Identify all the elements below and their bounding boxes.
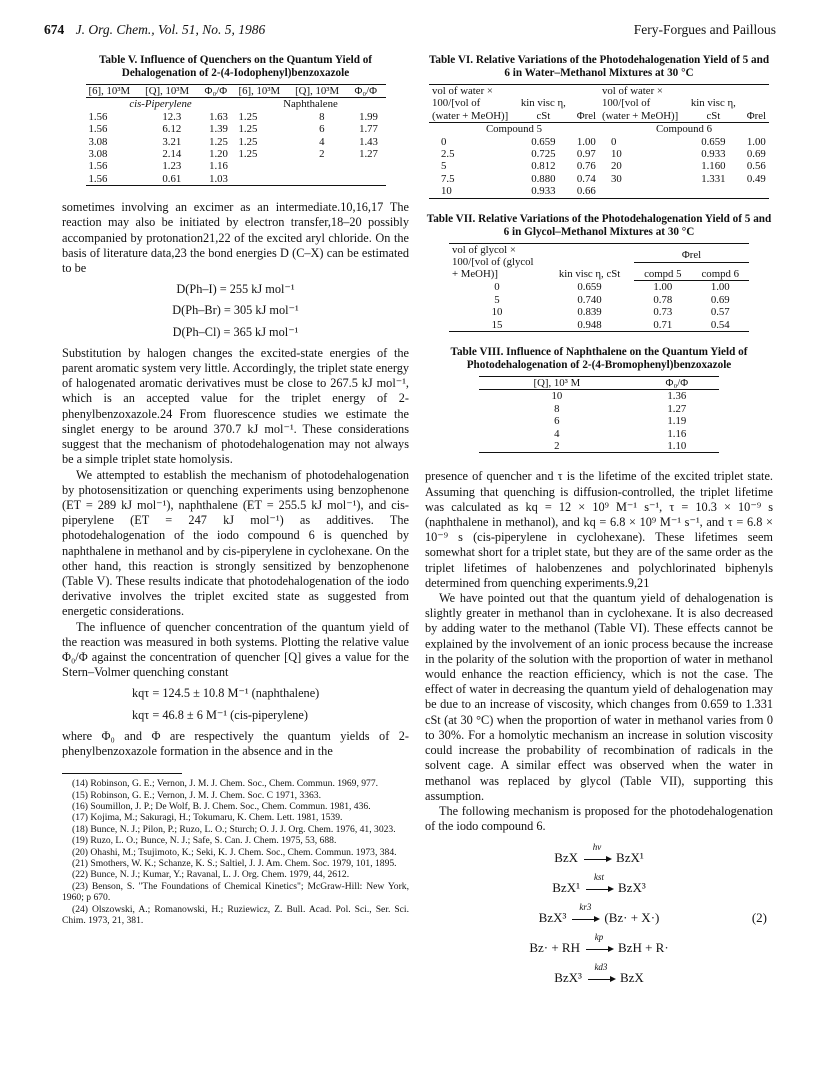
right-column (425, 54, 773, 1000)
table-cell: 0 (441, 135, 447, 148)
table-cell: 1.10 (667, 440, 687, 453)
table-cell: 6 (554, 415, 560, 428)
reference-item: (23) Benson, S. "The Foundations of Chemical Kinetics"; McGraw-Hill: New York, 1960; p 670. (62, 880, 409, 904)
table-cell (352, 173, 386, 186)
table6-group-label: Compound 6 (655, 123, 713, 136)
table7-row (449, 306, 749, 318)
table-cell (235, 173, 292, 186)
table-cell: 1.56 (88, 172, 108, 185)
table-cell: 3.08 (88, 135, 108, 148)
table-cell: 5 (494, 293, 500, 306)
running-header (44, 22, 776, 42)
table-cell: 1.25 (238, 135, 258, 148)
table-cell: 0.61 (162, 172, 182, 185)
table8-header: Φ₀/Φ (635, 377, 719, 390)
table-cell: 1.16 (667, 427, 687, 440)
arrow-icon (586, 889, 612, 890)
reference-list (62, 778, 409, 926)
table7-header: vol of glycol × 100/[vol of (glycol + MeOH)] (452, 243, 534, 281)
table-cell: 1.25 (238, 148, 258, 161)
table-cell: 8 (319, 110, 325, 123)
table5-row (86, 160, 386, 172)
table-cell: 2 (554, 440, 560, 453)
reference-item: (20) Ohashi, M.; Tsujimoto, K.; Seki, K. J. Chem. Soc., Chem. Commun. 1973, 384. (72, 846, 397, 858)
table6-header: vol of water × 100/[vol of (water + MeOH)] (429, 85, 513, 123)
table8-row (479, 428, 719, 440)
journal-citation: J. Org. Chem., Vol. 51, No. 5, 1986 (75, 22, 266, 37)
table-cell: 3.21 (162, 135, 182, 148)
table-cell (744, 185, 769, 198)
table-cell: 1.63 (209, 110, 228, 123)
table-cell: 1.25 (238, 110, 258, 123)
table8-caption: Table VIII. Influence of Naphthalene on the Quantum Yield of Photodehalogenation of 2-(4-Bromophenyl)benzoxazole (450, 346, 748, 371)
reference-item: (14) Robinson, G. E.; Vernon, J. M. J. Chem. Soc., Chem. Commun. 1969, 977. (72, 778, 379, 790)
table7-header: kin visc η, cSt (558, 268, 621, 281)
table-cell: 0.933 (701, 148, 726, 161)
table6-body (429, 136, 769, 199)
table-cell: 30 (611, 172, 622, 185)
arrow-icon (586, 949, 612, 950)
table-cell: 0.49 (746, 172, 766, 185)
table-cell: 6.12 (162, 123, 182, 136)
table6 (429, 84, 769, 199)
table-cell (683, 185, 744, 198)
table6-row (429, 185, 769, 198)
table-cell: 1.331 (701, 172, 726, 185)
table5-caption: Table V. Influence of Quenchers on the Quantum Yield of Dehalogenation of 2-(4-Iodophenyl)benzoxazole (98, 54, 373, 79)
table-cell: 0.725 (531, 148, 556, 161)
equation: D(Ph–I) = 255 kJ mol⁻¹ (176, 282, 295, 297)
table-cell: 0.76 (576, 160, 596, 173)
table5-row (86, 111, 386, 123)
table-cell: 0.66 (576, 185, 596, 198)
table6-caption: Table VI. Relative Variations of the Photodehalogenation Yield of 5 and 6 in Water–Methanol Mixtures at 30 °C (428, 54, 770, 79)
paragraph: We have pointed out that the quantum yield of dehalogenation is slightly greater in methanol than in cyclohexane. It is also decreased by adding water to the methanol (Table VI). These effects cannot be explained by the involvement of an ionic process because the increase in the polarity of the solution with the proportion of water in methanol would enhance the reaction efficiency, which is not the case. The effect of water in decreasing the quantum yield of dehalogenation may be due to an increase of viscosity, which changes from 0.659 to 1.331 cSt (at 30 °C) when the proportion of water in methanol varies from 0 to 30%. For a homolytic mechanism an increase in solution viscosity could increase the probability of recombination of radicals in the solvent cage. A similar effect was observed when the water in methanol was replaced by glycol (Table VII), supporting this assumption. (425, 591, 773, 803)
table-cell: 0.69 (710, 293, 730, 306)
table5-group-label: Naphthalene (283, 98, 338, 111)
table-cell: 0.74 (576, 172, 596, 185)
table8-row (479, 390, 719, 403)
table5-row (86, 136, 386, 148)
table6-header: kin visc η, cSt (683, 85, 744, 123)
table6-header: Φrel (744, 85, 769, 123)
table7 (449, 243, 749, 332)
table-cell: 0.659 (531, 135, 556, 148)
table5-body (86, 111, 386, 186)
table5-group-label: cis-Piperylene (129, 98, 192, 111)
table8-body (479, 390, 719, 453)
table-cell: 1.00 (653, 281, 673, 294)
table7-body (449, 281, 749, 332)
table5-header: Φ₀/Φ (352, 85, 386, 98)
page-number: 674 (44, 22, 65, 37)
table-cell: 0 (494, 281, 500, 294)
table-cell: 1.03 (209, 172, 228, 185)
table7-row (449, 281, 749, 294)
table6-row (429, 136, 769, 148)
left-column (62, 54, 409, 926)
table6-row (429, 160, 769, 172)
table6-row (429, 148, 769, 160)
reference-item: (24) Olszowski, A.; Romanowski, H.; Ruziewicz, Z. Bull. Acad. Pol. Sci., Ser. Sci. Chim. 1973, 21, 381. (62, 903, 409, 927)
table7-header: compd 6 (692, 262, 749, 281)
arrow-icon (588, 979, 614, 980)
table8-row (479, 415, 719, 427)
table-cell: 1.00 (746, 135, 766, 148)
table-cell: 1.20 (209, 148, 228, 161)
table7-row (449, 319, 749, 332)
table-cell (235, 160, 292, 172)
table-cell: 0.948 (577, 318, 602, 331)
table6-header: kin visc η, cSt (513, 85, 574, 123)
table-cell: 1.25 (209, 135, 228, 148)
table-cell: 2.14 (162, 148, 182, 161)
table8 (479, 376, 719, 453)
table7-caption: Table VII. Relative Variations of the Photodehalogenation Yield of 5 and 6 in Glycol–Methanol Mixtures at 30 °C (426, 212, 772, 238)
paragraph: sometimes involving an excimer as an intermediate.10,16,17 The reaction may also be initiated by electron transfer,18–20 possibly accompanied by protonation21,22 of the excited aryl chloride. On the basis of literature data,23 the bond energies D (C–X) can be estimated to be (62, 200, 409, 276)
paragraph: The following mechanism is proposed for the photodehalogenation of the iodo compound 6. (425, 803, 773, 834)
reference-item: (16) Soumillon, J. P.; De Wolf, B. J. Chem. Soc., Chem. Commun. 1981, 436. (72, 800, 371, 812)
table5-header: Φ₀/Φ (202, 85, 236, 98)
table-cell: 1.19 (667, 415, 687, 428)
paragraph: The influence of quencher concentration of the quantum yield of the reaction was measured in both systems. Plotting the relative value Φ₀/Φ against the concentration of quencher [Q] gives a value for the Stern–Volmer quenching constant (62, 619, 409, 680)
table-cell: 1.27 (667, 402, 687, 415)
equation-number: (2) (751, 910, 767, 926)
arrow-icon (572, 919, 598, 920)
reference-item: (22) Bunce, N. J.; Kumar, Y.; Ravanal, L. J. Org. Chem. 1979, 44, 2612. (72, 869, 350, 881)
table5-header: [6], 10³M (235, 85, 292, 98)
table-cell: 7.5 (441, 172, 455, 185)
table-cell: 10 (611, 148, 622, 161)
reference-item: (21) Smothers, W. K.; Schanze, K. S.; Saltiel, J. J. Am. Chem. Soc. 1979, 101, 1895. (72, 858, 397, 869)
table-cell: 2 (319, 148, 325, 161)
arrow-icon (584, 859, 610, 860)
table-cell: 20 (611, 160, 622, 173)
table-cell: 0.933 (531, 185, 556, 198)
table-cell: 1.23 (162, 160, 182, 173)
table-cell: 1.27 (359, 148, 378, 161)
table-cell: 0.54 (710, 318, 730, 331)
table-cell (599, 185, 683, 198)
reaction-scheme (425, 840, 773, 1000)
table-cell: 1.99 (359, 110, 378, 123)
table-cell: 1.56 (88, 123, 108, 136)
table-cell: 1.00 (576, 135, 596, 148)
table-cell: 0.659 (701, 135, 726, 148)
table6-header: Φrel (574, 85, 599, 123)
table8-row (479, 403, 719, 415)
table-cell: 2.5 (441, 148, 455, 161)
table-cell: 12.3 (162, 110, 182, 123)
table-cell: 1.160 (701, 160, 726, 173)
scheme-step: Bz· + RH kp BzH + R· (529, 932, 669, 956)
table5-header: [Q], 10³M (292, 85, 351, 98)
table-cell: 1.77 (359, 123, 378, 136)
paragraph: presence of quencher and τ is the lifetime of the excited triplet state. Assuming that quenching is diffusion-controlled, the triplet lifetime was calculated as kq = 12 × 10⁹ M⁻¹ s⁻¹, τ = 10.3 × 10⁻⁹ s (naphthalene in methanol), and kq = 6.8 × 10⁹ M⁻¹ s⁻¹, and τ = 6.8 × 10⁻⁹ s (cis-piperylene in cyclohexane). These lifetimes seem somewhat short for a triplet state, but they are of the same order as the triplet lifetimes of halobenzenes and polychlorinated biphenyls determined from quenching experiments.9,21 (425, 469, 773, 590)
table-cell: 0.659 (577, 281, 602, 294)
equation: kqτ = 46.8 ± 6 M⁻¹ (cis-piperylene) (132, 707, 308, 722)
table-cell: 0.56 (746, 160, 766, 173)
table-cell: 8 (554, 402, 560, 415)
table-cell: 1.36 (667, 390, 687, 403)
table-cell: 1.39 (209, 123, 228, 136)
scheme-step: BzX hν BzX¹ (554, 842, 644, 866)
reference-item: (18) Bunce, N. J.; Pilon, P.; Ruzo, L. O.; Sturch; O. J. J. Org. Chem. 1976, 41, 3023. (72, 823, 396, 835)
table6-row (429, 173, 769, 185)
table7-header: Φrel (634, 243, 749, 262)
scheme-step: BzX³ kr3 (Bz· + X·) (2) (538, 902, 767, 926)
table-cell: 0.880 (531, 172, 556, 185)
equation: D(Ph–Br) = 305 kJ mol⁻¹ (172, 303, 299, 318)
table5-header: [6], 10³M (86, 85, 143, 98)
table-cell (352, 160, 386, 172)
table6-header: vol of water × 100/[vol of (water + MeOH)] (599, 85, 683, 123)
table5-row (86, 173, 386, 186)
table-cell: 1.56 (88, 160, 108, 173)
table6-group-label: Compound 5 (485, 123, 543, 136)
table5-row (86, 123, 386, 135)
table-cell: 0 (611, 135, 617, 148)
table5 (86, 84, 386, 186)
table-cell: 15 (491, 318, 503, 331)
table7-row (449, 294, 749, 306)
table-cell: 1.16 (209, 160, 228, 173)
table8-row (479, 440, 719, 453)
table-cell: 10 (441, 185, 452, 198)
table5-row (86, 148, 386, 160)
table-cell: 6 (319, 123, 325, 136)
equation: kqτ = 124.5 ± 10.8 M⁻¹ (naphthalene) (132, 686, 320, 701)
table-cell: 0.97 (576, 148, 596, 161)
paragraph: We attempted to establish the mechanism of photodehalogenation by photosensitization or quenching experiments using benzophenone (ET = 289 kJ mol⁻¹), naphthalene (ET = 255.5 kJ mol⁻¹), and cis-piperylene (ET = 247 kJ mol⁻¹) as additives. The photodehalogenation of the iodo compound 6 is quenched by naphthalene in methanol and by cis-piperylene in cyclohexane. On the other hand, this reaction is strongly sensitized by benzophenone (Table V). These results indicate that photodehalogenation of the iodo derivative involves the triplet excited state as suggested from energetic considerations. (62, 467, 409, 619)
table8-header: [Q], 10³ M (479, 377, 635, 390)
paragraph: Substitution by halogen changes the excited-state energies of the parent aromatic system very little. Accordingly, the triplet state energy of halogenated aromatic derivatives must be close to 267.5 kJ mol⁻¹, which is an accepted value for the triplet energy of 2-phenylbenzoxazole.24 From fluorescence studies we estimate the singlet energy to be around 370.7 kJ mol⁻¹. These considerations suggest that the mechanism of photodehalogenation may not always be a simple triplet state homolysis. (62, 345, 409, 467)
table-cell: 3.08 (88, 148, 108, 161)
table-cell: 0.78 (653, 293, 673, 306)
scheme-step: BzX¹ kst BzX³ (552, 872, 646, 896)
table-cell: 0.73 (653, 306, 673, 319)
table-cell (292, 160, 351, 172)
table-cell: 1.43 (359, 135, 378, 148)
table-cell: 0.71 (653, 318, 673, 331)
running-authors: Fery-Forgues and Paillous (633, 22, 776, 37)
table5-header: [Q], 10³M (142, 85, 201, 98)
table-cell: 0.812 (531, 160, 556, 173)
table-cell: 0.57 (710, 306, 730, 319)
paragraph: where Φ₀ and Φ are respectively the quantum yields of 2-phenylbenzoxazole formation in the absence and in the (62, 728, 409, 758)
equation: D(Ph–Cl) = 365 kJ mol⁻¹ (172, 324, 299, 339)
table7-header: compd 5 (634, 262, 691, 281)
table-cell: 1.25 (238, 123, 258, 136)
reference-item: (19) Ruzo, L. O.; Bunce, N. J.; Safe, S. Can. J. Chem. 1975, 53, 688. (72, 835, 337, 847)
table-cell: 1.00 (710, 281, 730, 294)
table-cell: 1.56 (88, 110, 108, 123)
table-cell: 0.839 (577, 306, 602, 319)
reference-item: (15) Robinson, G. E.; Vernon, J. M. J. Chem. Soc. C 1971, 3363. (72, 789, 321, 801)
table-cell: 4 (319, 135, 325, 148)
table-cell: 4 (554, 427, 560, 440)
reference-item: (17) Kojima, M.; Sakuragi, H.; Tokumaru, K. Chem. Lett. 1981, 1539. (72, 812, 343, 824)
table-cell: 5 (441, 160, 447, 173)
table-cell: 10 (551, 390, 563, 403)
table-cell: 0.740 (577, 293, 602, 306)
table-cell (292, 173, 351, 186)
table-cell: 0.69 (746, 148, 766, 161)
scheme-step: BzX³ kd3 BzX (554, 962, 644, 986)
table-cell: 10 (491, 306, 503, 319)
